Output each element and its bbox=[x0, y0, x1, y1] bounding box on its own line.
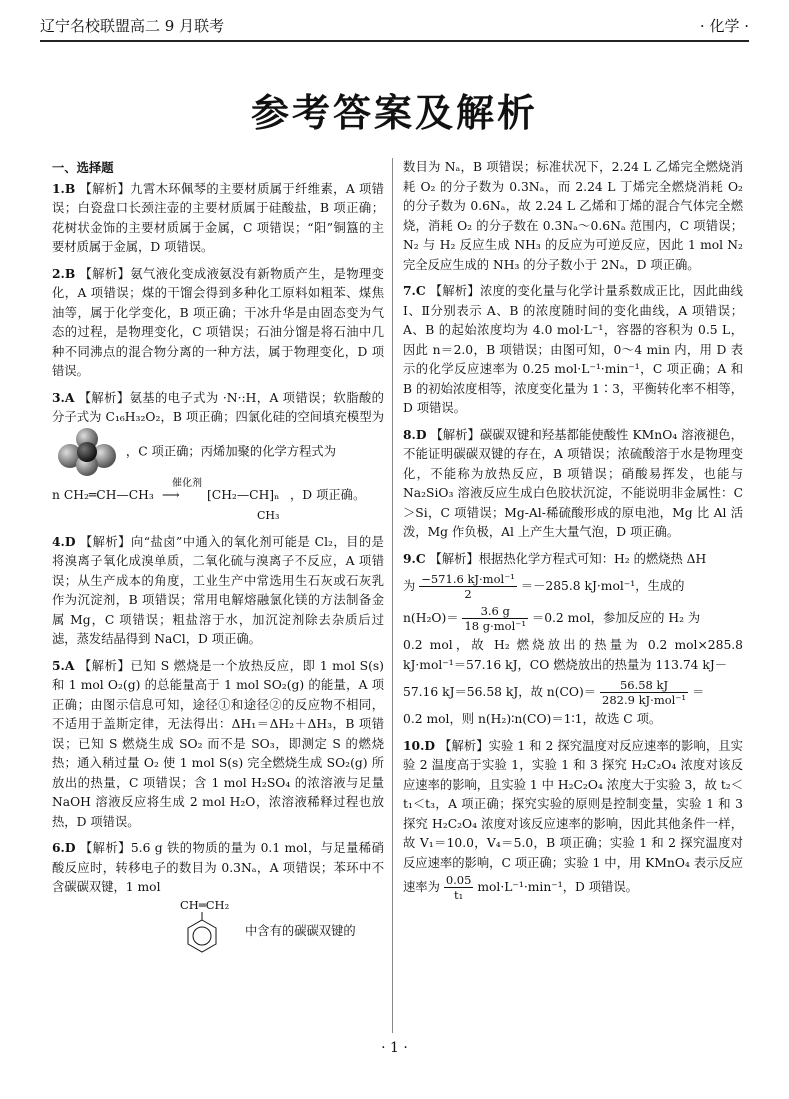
q7-tag: 【解析】 bbox=[429, 284, 480, 298]
q4-answer: 4.D bbox=[52, 533, 76, 549]
question-1 bbox=[52, 179, 384, 258]
q6-tag: 【解析】 bbox=[79, 841, 131, 855]
eq-branch: CH₃ bbox=[257, 508, 280, 522]
q9-f2-denominator: 18 g·mol⁻¹ bbox=[464, 619, 526, 633]
question-4 bbox=[52, 532, 384, 650]
q9-text-3b: ＝0.2 mol，参加反应的 H₂ 为 bbox=[531, 611, 701, 625]
eq-product: [CH₂—CH]ₙ bbox=[207, 487, 280, 502]
q9-text-5a: 57.16 kJ＝56.58 kJ，故 n(CO)＝ bbox=[403, 685, 597, 699]
q10-text-1: 实验 1 和 2 探究温度对反应速率的影响，且实验 2 温度高于实验 1，实验 1 和 3 探究 H₂C₂O₄ 浓度对该反应速率的影响，且实验 1 中 H₂C₂O₄ 浓度大于实验 3，故 t₂＜t₁＜t₃，A 项正确；探究实验的原则是控制变量，实验 1 和 3 探究 H₂C₂O₄ 浓度对该反应速率的影响，因此其他条件一样，故 V₁＝10.0，V₄＝5.0，B 项正确；实验 1 和 2 探究温度对反应速率的影响，C 项正确；实验 1 中，用 KMnO₄ 表示反应速率为 bbox=[403, 738, 743, 894]
q5-tag: 【解析】 bbox=[78, 658, 131, 673]
header-right: · 化学 · bbox=[699, 17, 749, 35]
q8-answer: 8.D bbox=[403, 426, 427, 442]
q6-text-1: 5.6 g 铁的物质的量为 0.1 mol，与足量稀硝酸反应时，转移电子的数目为 0.3Nₐ，A 项错误；苯环中不含碳碳双键，1 mol bbox=[52, 841, 384, 894]
q8-tag: 【解析】 bbox=[430, 427, 481, 442]
q9-f3-denominator: 282.9 kJ·mol⁻¹ bbox=[602, 693, 687, 707]
q9-f1-numerator: −571.6 kJ·mol⁻¹ bbox=[421, 572, 515, 586]
question-10 bbox=[403, 736, 743, 903]
styrene-structure bbox=[52, 897, 384, 946]
question-2 bbox=[52, 264, 384, 382]
q2-tag: 【解析】 bbox=[79, 266, 131, 281]
q9-f1-denominator: 2 bbox=[464, 587, 472, 601]
q6-text-2: 中含有的碳碳双键的 bbox=[245, 923, 356, 938]
question-6-continued: 数目为 Nₐ，B 项错误；标准状况下，2.24 L 乙烯完全燃烧消耗 O₂ 的分子数为 0.3Nₐ，而 2.24 L 丁烯完全燃烧消耗 O₂ 的分子数为 0.6Nₐ，故 2.24 L 乙烯和丁烯的混合气体完全燃烧，消耗 O₂ 的分子数在 0.3Nₐ～0.6Nₐ 范围内，C 项错误；N₂ 与 H₂ 反应生成 NH₃ 的反应为可逆反应，因此 1 mol N₂ 完全反应生成的 NH₃ 的分子数小于 2Nₐ，D 项正确。 bbox=[403, 160, 743, 272]
benzene-ring-icon bbox=[182, 912, 222, 956]
q9-fraction-2 bbox=[462, 604, 528, 633]
header-left: 辽宁名校联盟高二 9 月联考 bbox=[40, 17, 225, 35]
q9-f3-numerator: 56.58 kJ bbox=[600, 678, 688, 693]
q10-answer: 10.D bbox=[403, 737, 436, 753]
q9-text-3a: n(H₂O)＝ bbox=[403, 611, 459, 625]
question-5 bbox=[52, 656, 384, 833]
sicl4-space-filling-model-icon bbox=[56, 428, 118, 476]
q1-tag: 【解析】 bbox=[79, 181, 131, 196]
q10-f-numerator: 0.05 bbox=[445, 873, 472, 887]
q10-f-denominator: t₁ bbox=[454, 888, 464, 902]
q9-fraction-3 bbox=[600, 678, 688, 707]
q5-text: 已知 S 燃烧是一个放热反应，即 1 mol S(s) 和 1 mol O₂(g) 的总能量高于 1 mol SO₂(g) 的能量，A 项正确；由图示信息可知，途径①和途径②的反应物不相同，不适用于盖斯定律，无法得出：ΔH₁＝ΔH₂＋ΔH₃，B 项错误；已知 S 燃烧生成 SO₂ 而不是 SO₃，即测定 S 的燃烧热；通入稍过量 O₂ 使 1 mol S(s) 完全燃烧生成 SO₂(g) 所放出的热量，C 项错误；含 1 mol H₂SO₄ 的浓溶液与足量 NaOH 溶液反应将生成 2 mol H₂O，浓溶液稀释过程也放热，D 项错误。 bbox=[52, 658, 384, 829]
question-7 bbox=[403, 281, 743, 419]
column-divider bbox=[392, 158, 393, 1033]
q1-text: 九霄木环佩琴的主要材质属于纤维素，A 项错误；白瓷盘口长颈注壶的主要材质属于硅酸盐，B 项正确；花树状金饰的主要材质属于金属，C 项错误；“阳”铜簋的主要材质属于金属，D 项错误。 bbox=[52, 181, 384, 254]
eq-catalyst: 催化剂 bbox=[172, 477, 202, 489]
q4-tag: 【解析】 bbox=[79, 534, 131, 549]
q2-answer: 2.B bbox=[52, 265, 76, 281]
q9-tag: 【解析】 bbox=[429, 551, 479, 566]
page-number: · 1 · bbox=[381, 1040, 408, 1056]
question-3 bbox=[52, 388, 384, 476]
q9-fraction-1 bbox=[419, 572, 517, 601]
q9-answer: 9.C bbox=[403, 550, 426, 566]
section-title: 一、选择题 bbox=[52, 160, 114, 175]
question-8 bbox=[403, 425, 743, 543]
q10-fraction bbox=[444, 873, 474, 902]
q10-tag: 【解析】 bbox=[439, 738, 489, 753]
q4-text: 向“盐卤”中通入的氧化剂可能是 Cl₂，目的是将溴离子氧化成溴单质，二氧化硫与溴离子不反应，A 项错误；从生产成本的角度，工业生产中常选用生石灰或石灰乳作为沉淀剂，B 项错误；常用电解熔融氯化镁的方法制备金属 Mg，C 项错误；粗盐溶于水，加沉淀剂除去杂质后过滤，蒸发结晶得到 NaCl，D 项正确。 bbox=[52, 534, 384, 646]
q9-text-2a: 为 bbox=[403, 579, 416, 593]
q9-text-6: 0.2 mol，则 n(H₂)∶n(CO)＝1∶1，故选 C 项。 bbox=[403, 712, 662, 726]
q2-text: 氨气液化变成液氨没有新物质产生，是物理变化，A 项错误；煤的干馏会得到多种化工原料如粗苯、煤焦油等，属于化学变化，B 项正确；干冰升华是由固态变为气态的过程，是物理变化，C 项错误；石油分馏是将石油中几种不同沸点的混合物分离的一种方法，属于物理变化，D 项错误。 bbox=[52, 266, 384, 378]
q7-answer: 7.C bbox=[403, 283, 426, 298]
q3-text-1: 氨基的电子式为 ·N·:H，A 项错误；软脂酸的分子式为 C₁₆H₃₂O₂，B 项正确；四氯化硅的空间填充模型为 bbox=[52, 390, 384, 424]
q9-f2-numerator: 3.6 g bbox=[462, 604, 528, 619]
q3-text-2: ，C 项正确；丙烯加聚的化学方程式为 bbox=[125, 444, 336, 458]
q7-text: 浓度的变化量与化学计量系数成正比，因此曲线Ⅰ、Ⅱ分别表示 A、B 的浓度随时间的变化曲线，A 项错误；A、B 的起始浓度均为 4.0 mol·L⁻¹，容器的容积为 0.5 L，因此 n＝2.0，B 项错误；由图可知，0～4 min 内，用 D 表示的化学反应速率为 0.25 mol·L⁻¹·min⁻¹，C 项正确；A 和 B 的初始浓度相等，浓度变化量为 1∶3，平衡转化率不相等，D 项错误。 bbox=[403, 284, 743, 415]
right-column bbox=[403, 158, 743, 908]
page-header bbox=[40, 12, 749, 42]
propene-polymerization-equation bbox=[52, 477, 384, 526]
page-title: 参考答案及解析 bbox=[250, 91, 538, 135]
left-column bbox=[52, 158, 384, 946]
q9-text-1: 根据热化学方程式可知：H₂ 的燃烧热 ΔH bbox=[478, 551, 707, 566]
q6-answer: 6.D bbox=[52, 840, 76, 855]
q8-text: 碳碳双键和羟基都能使酸性 KMnO₄ 溶液褪色，不能证明碳碳双键的存在，A 项错误；浓硫酸溶于水是物理变化，不能称为放热反应，B 项错误；硝酸易挥发，也能与 Na₂SiO₃ 溶液反应生成白色胶状沉淀，不能说明非金属性：C＞Si，C 项错误；Mg-Al-稀硫酸形成的原电池，Mg 比 Al 活泼，Mg 作负极，Al 上产生大量气泡，D 项正确。 bbox=[403, 427, 743, 539]
styrene-vinyl-group: CH═CH₂ bbox=[180, 897, 230, 912]
q5-answer: 5.A bbox=[52, 657, 75, 673]
q1-answer: 1.B bbox=[52, 180, 76, 196]
q10-text-2: mol·L⁻¹·min⁻¹，D 项错误。 bbox=[477, 880, 638, 894]
reaction-arrow-icon: ⟶ bbox=[162, 487, 180, 502]
question-9 bbox=[403, 549, 743, 730]
q9-text-4: 0.2 mol，故 H₂ 燃烧放出的热量为 0.2 mol×285.8 kJ·mol⁻¹＝57.16 kJ，CO 燃烧放出的热量为 113.74 kJ－ bbox=[403, 638, 743, 672]
q3-tag: 【解析】 bbox=[78, 390, 130, 405]
eq-end: ，D 项正确。 bbox=[290, 487, 366, 502]
q9-text-5b: ＝ bbox=[691, 685, 705, 699]
q9-text-2b: ＝－285.8 kJ·mol⁻¹，生成的 bbox=[520, 579, 685, 593]
question-6 bbox=[52, 838, 384, 898]
eq-reactant: n CH₂═CH—CH₃ bbox=[52, 487, 154, 502]
q3-answer: 3.A bbox=[52, 389, 75, 405]
